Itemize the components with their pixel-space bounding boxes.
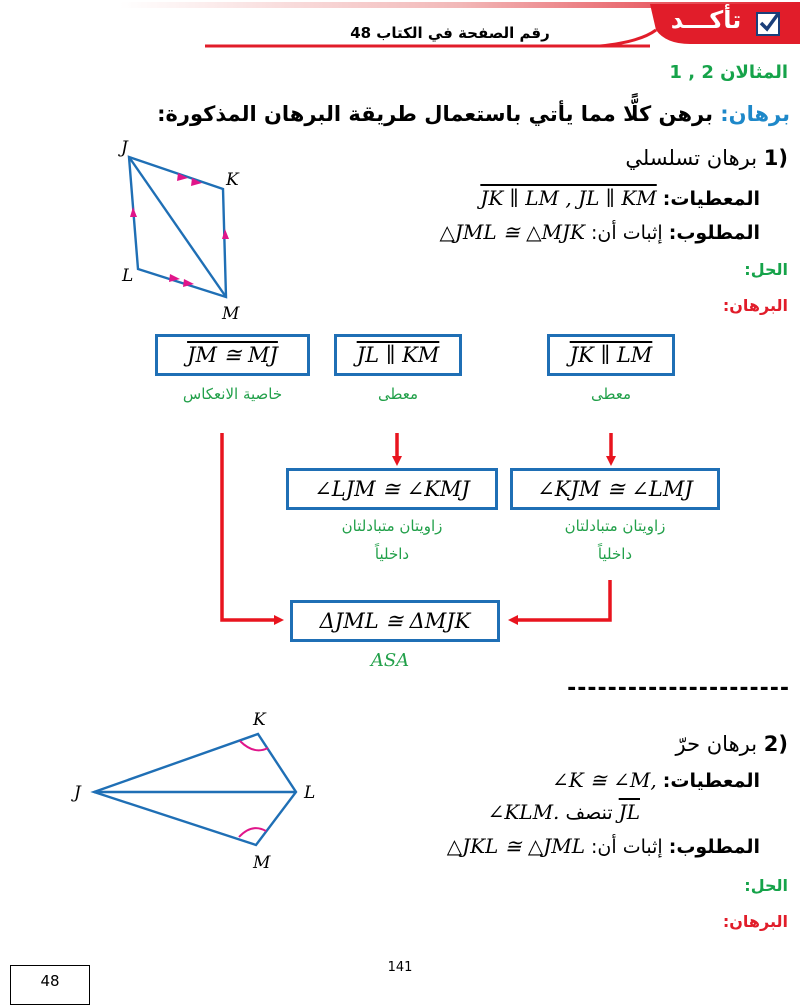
given-segment-jl: $\overline{JL}$ [618, 800, 640, 824]
proof-keyword: برهان: [720, 102, 790, 126]
flow-reason-alt-int-1b: داخلياً [374, 545, 410, 563]
kite-figure [60, 705, 330, 875]
solution-label-2: الحل: [744, 876, 788, 895]
flow-box-jl-parallel-km: JL ∥ KM [334, 334, 462, 376]
flow-box-angle-kjm: ∠KJM ≅ ∠LMJ [510, 468, 720, 510]
flow-box-angle-ljm: ∠LJM ≅ ∠KMJ [286, 468, 498, 510]
given-math: JK ∥ LM , JL ∥ KM [480, 186, 657, 210]
kite-label-j: J [74, 783, 81, 803]
kite-label-m: M [253, 853, 271, 873]
prove-text: إثبات أن: [591, 222, 663, 244]
proof-label-1: البرهان: [722, 296, 788, 315]
flow-reason-given-2: معطى [590, 385, 632, 403]
vertex-label-l: L [122, 266, 134, 286]
book-page-box-number: 48 [40, 972, 60, 990]
problem2-prove [447, 834, 760, 858]
kite-label-k: K [253, 710, 266, 730]
flow-box-conclusion: ΔJML ≅ ΔMJK [290, 600, 500, 642]
problem2-given [552, 768, 760, 792]
instruction-text: برهن كلًّا مما يأتي باستعمال طريقة البرهان المذكورة: [157, 102, 713, 126]
flow-reason-reflexive: خاصية الانعكاس [182, 385, 283, 403]
flow-reason-alt-int-1a: زاويتان متبادلتان [341, 517, 443, 535]
proof-label-2: البرهان: [722, 912, 788, 931]
check-badge-label: تأكـــد [670, 6, 742, 34]
prove-label: المطلوب: [668, 222, 760, 244]
given-label: المعطيات: [662, 188, 760, 210]
kite-label-l: L [304, 783, 316, 803]
book-page-box [10, 965, 90, 1005]
problem1-type: برهان تسلسلي [625, 146, 758, 170]
problem2-type: برهان حرّ [675, 732, 758, 756]
problem2-number: 2) [763, 732, 788, 756]
page-number: 141 [387, 960, 413, 975]
flow-reason-asa: ASA [370, 650, 410, 671]
flow-box-reflexive: JM ≅ MJ [155, 334, 310, 376]
book-page-reference: رقم الصفحة في الكتاب 48 [350, 24, 550, 42]
given-label-2: المعطيات: [662, 770, 760, 792]
vertex-label-m: M [222, 304, 240, 324]
separator-line: ---------------------- [567, 676, 790, 701]
given-angle-klm: ∠KLM. [487, 800, 560, 824]
prove-math-2: △JKL ≅ △JML [446, 834, 585, 858]
prove-text-2: إثبات أن: [591, 836, 663, 858]
vertex-label-j: J [121, 138, 128, 158]
given-math-2: ∠K ≅ ∠M, [551, 768, 657, 792]
solution-label-1: الحل: [744, 260, 788, 279]
given-bisects-text: تنصف [565, 802, 613, 824]
flow-reason-given-1: معطى [377, 385, 419, 403]
examples-reference: المثالان 2 , 1 [669, 62, 788, 83]
vertex-label-k: K [226, 170, 239, 190]
flow-reason-alt-int-2a: زاويتان متبادلتان [564, 517, 666, 535]
problem2-given-line2 [488, 800, 640, 824]
flow-box-jk-parallel-lm: JK ∥ LM [547, 334, 675, 376]
prove-label-2: المطلوب: [668, 836, 760, 858]
prove-math: △JML ≅ △MJK [439, 220, 585, 244]
flow-reason-alt-int-2b: داخلياً [597, 545, 633, 563]
problem2-header [676, 732, 788, 756]
problem1-number: 1) [763, 146, 788, 170]
